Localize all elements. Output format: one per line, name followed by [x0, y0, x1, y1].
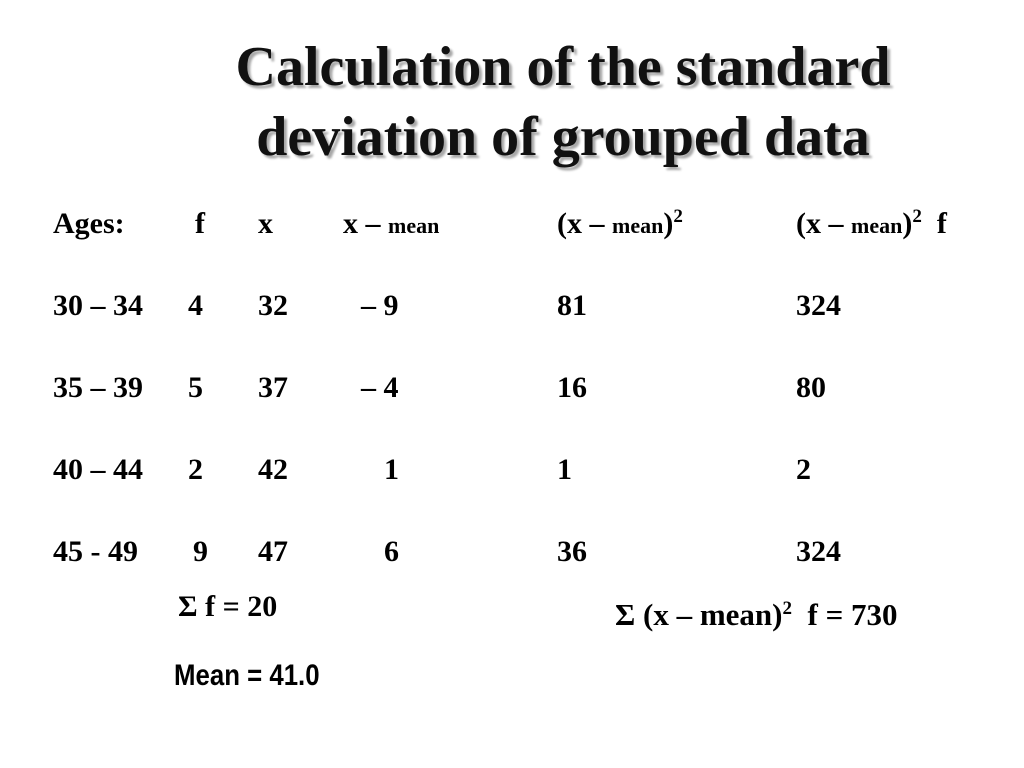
row-1-ages: 30 – 34 — [53, 289, 143, 322]
row-4-x: 47 — [258, 535, 288, 568]
row-3-x: 42 — [258, 453, 288, 486]
row-4-squared: 36 — [557, 535, 587, 568]
header-sq-mean-word: mean — [612, 213, 664, 238]
row-4-ages: 45 - 49 — [53, 535, 138, 568]
sum-of-frequencies: Σ f = 20 — [178, 590, 278, 623]
row-1-f: 4 — [188, 289, 203, 322]
sum-sq-suffix: f = 730 — [807, 597, 898, 632]
header-sq-exponent: 2 — [673, 206, 683, 227]
row-3-f: 2 — [188, 453, 203, 486]
row-4-squared-times-f: 324 — [796, 535, 841, 568]
sum-sq-prefix: Σ (x – mean) — [615, 597, 783, 632]
sum-of-squared-deviations — [615, 597, 898, 633]
header-sqf-open: (x – — [796, 207, 844, 240]
row-1-squared: 81 — [557, 289, 587, 322]
header-f: f — [195, 207, 205, 240]
header-sqf-f: f — [936, 207, 947, 240]
title-line-2: deviation of grouped data — [256, 106, 870, 168]
row-2-x: 37 — [258, 371, 288, 404]
sum-sq-exponent: 2 — [782, 598, 792, 619]
header-mean-word: mean — [388, 213, 440, 238]
row-4-f: 9 — [193, 535, 208, 568]
header-ages: Ages: — [53, 207, 125, 240]
header-sqf-exponent: 2 — [912, 206, 922, 227]
header-squared-deviation-times-f — [796, 206, 947, 244]
title-line-1: Calculation of the standard — [235, 36, 891, 98]
row-1-x: 32 — [258, 289, 288, 322]
row-2-f: 5 — [188, 371, 203, 404]
row-4-deviation: 6 — [384, 535, 399, 568]
row-1-squared-times-f: 324 — [796, 289, 841, 322]
row-1-deviation: – 9 — [361, 289, 399, 322]
header-sq-open: (x – — [557, 207, 605, 240]
row-2-deviation: – 4 — [361, 371, 399, 404]
row-2-ages: 35 – 39 — [53, 371, 143, 404]
row-2-squared: 16 — [557, 371, 587, 404]
header-x-minus-text: x – — [343, 207, 381, 240]
header-sqf-close: ) — [902, 207, 913, 240]
row-3-squared: 1 — [557, 453, 572, 486]
header-x: x — [258, 207, 273, 240]
header-squared-deviation — [557, 206, 683, 244]
header-sqf-mean-word: mean — [851, 213, 903, 238]
slide-title — [0, 32, 1024, 172]
header-sq-close: ) — [663, 207, 674, 240]
row-3-squared-times-f: 2 — [796, 453, 811, 486]
row-3-deviation: 1 — [384, 453, 399, 486]
mean-value: Mean = 41.0 — [174, 659, 320, 692]
row-2-squared-times-f: 80 — [796, 371, 826, 404]
row-3-ages: 40 – 44 — [53, 453, 143, 486]
header-x-minus-mean — [343, 206, 439, 244]
